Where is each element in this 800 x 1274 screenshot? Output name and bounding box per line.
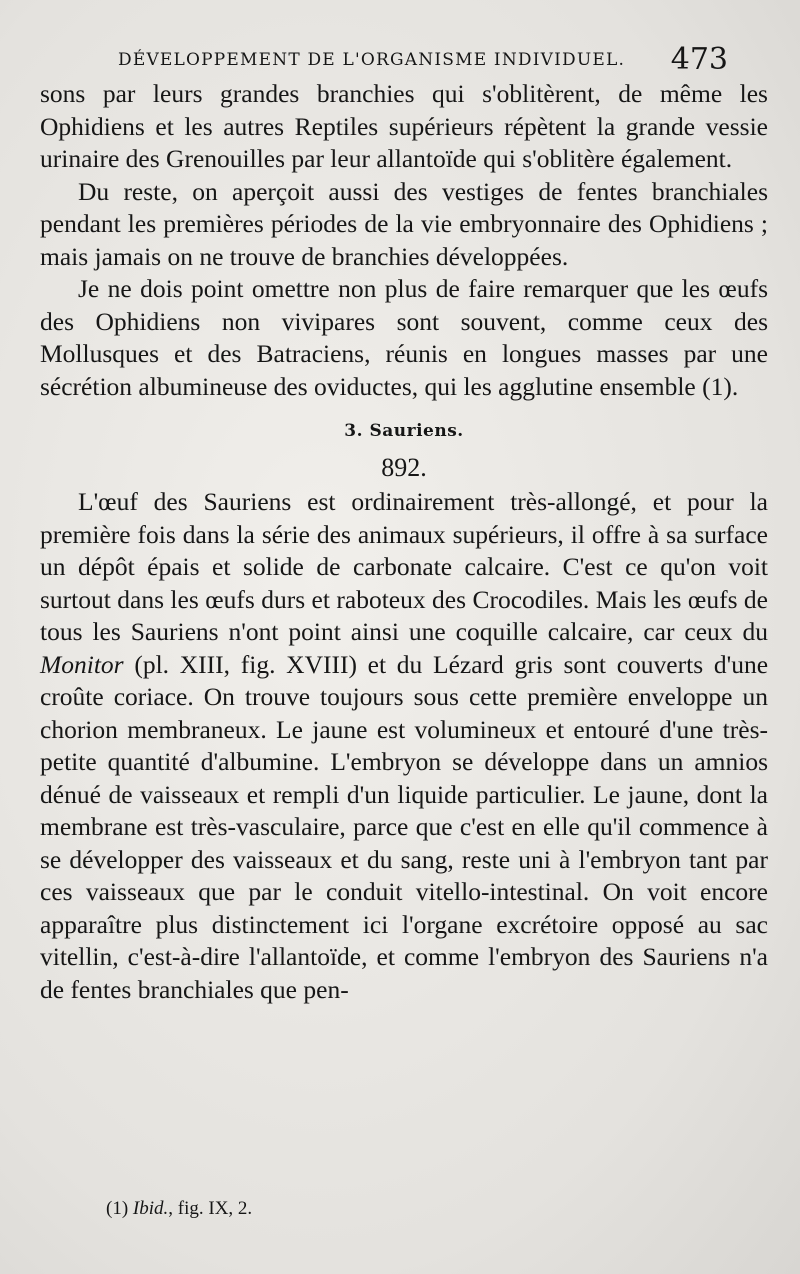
- paragraph-vestiges: Du reste, on aperçoit aussi des vestiges de fentes branchiales pendant les premières périodes de la vie embryonnaire des Ophidiens ; mais jamais on ne trouve de branchies développées.: [40, 176, 768, 271]
- footnote-rest: , fig. IX, 2.: [168, 1198, 253, 1219]
- page-number: 473: [670, 42, 728, 77]
- section-title: 3. Sauriens.: [344, 421, 464, 441]
- page-header: [118, 42, 728, 82]
- paragraph-sauriens-part1: L'œuf des Sauriens est ordinairement très-allongé, et pour la première fois dans la série des animaux supérieurs, il offre à sa surface un dépôt épais et solide de carbonate calcaire. C'est ce qu'on voit surtout dans les œufs durs et raboteux des Crocodiles. Mais les œufs de tous les Sauriens n'ont point ainsi une coquille calcaire, car ceux du: [40, 487, 768, 646]
- footnote-marker: (1): [106, 1198, 129, 1219]
- paragraph-oeufs-ophidiens: Je ne dois point omettre non plus de faire remarquer que les œufs des Ophidiens non vivipares sont souvent, comme ceux des Mollusques et des Batraciens, réunis en longues masses par une sécrétion albumineuse des oviductes, qui les agglutine ensemble (1).: [40, 274, 768, 401]
- running-head: DÉVELOPPEMENT DE L'ORGANISME INDIVIDUEL.: [118, 50, 626, 70]
- paragraph-sauriens: [40, 486, 768, 1006]
- paragraph-continued: sons par leurs grandes branchies qui s'oblitèrent, de même les Ophidiens et les autres Reptiles supérieurs répètent la grande vessie urinaire des Grenouilles par leur allantoïde qui s'oblitère également.: [40, 79, 768, 173]
- footnote: [106, 1198, 252, 1220]
- monitor-term: Monitor: [40, 649, 124, 679]
- footnote-ref: Ibid.: [132, 1198, 169, 1219]
- paragraph-sauriens-part2: (pl. XIII, fig. XVIII) et du Lézard gris sont couverts d'une croûte coriace. On trouve toujours sous cette première enveloppe un chorion membraneux. Le jaune est volumineux et entouré d'une très-petite quantité d'albumine. L'embryon se développe dans un amnios dénué de vaisseaux et rempli d'un liquide particulier. Le jaune, dont la membrane est très-vasculaire, parce que c'est en elle qu'il commence à se développer des vaisseaux et du sang, reste uni à l'embryon tant par ces vaisseaux que par le conduit vitello-intestinal. On voit encore apparaître plus distinctement ici l'organe excrétoire opposé au sac vitellin, c'est-à-dire l'allantoïde, et comme l'embryon des Sauriens n'a de fentes branchiales que pen-: [40, 649, 769, 1004]
- body-text: [40, 78, 768, 1006]
- article-number: 892.: [381, 452, 427, 482]
